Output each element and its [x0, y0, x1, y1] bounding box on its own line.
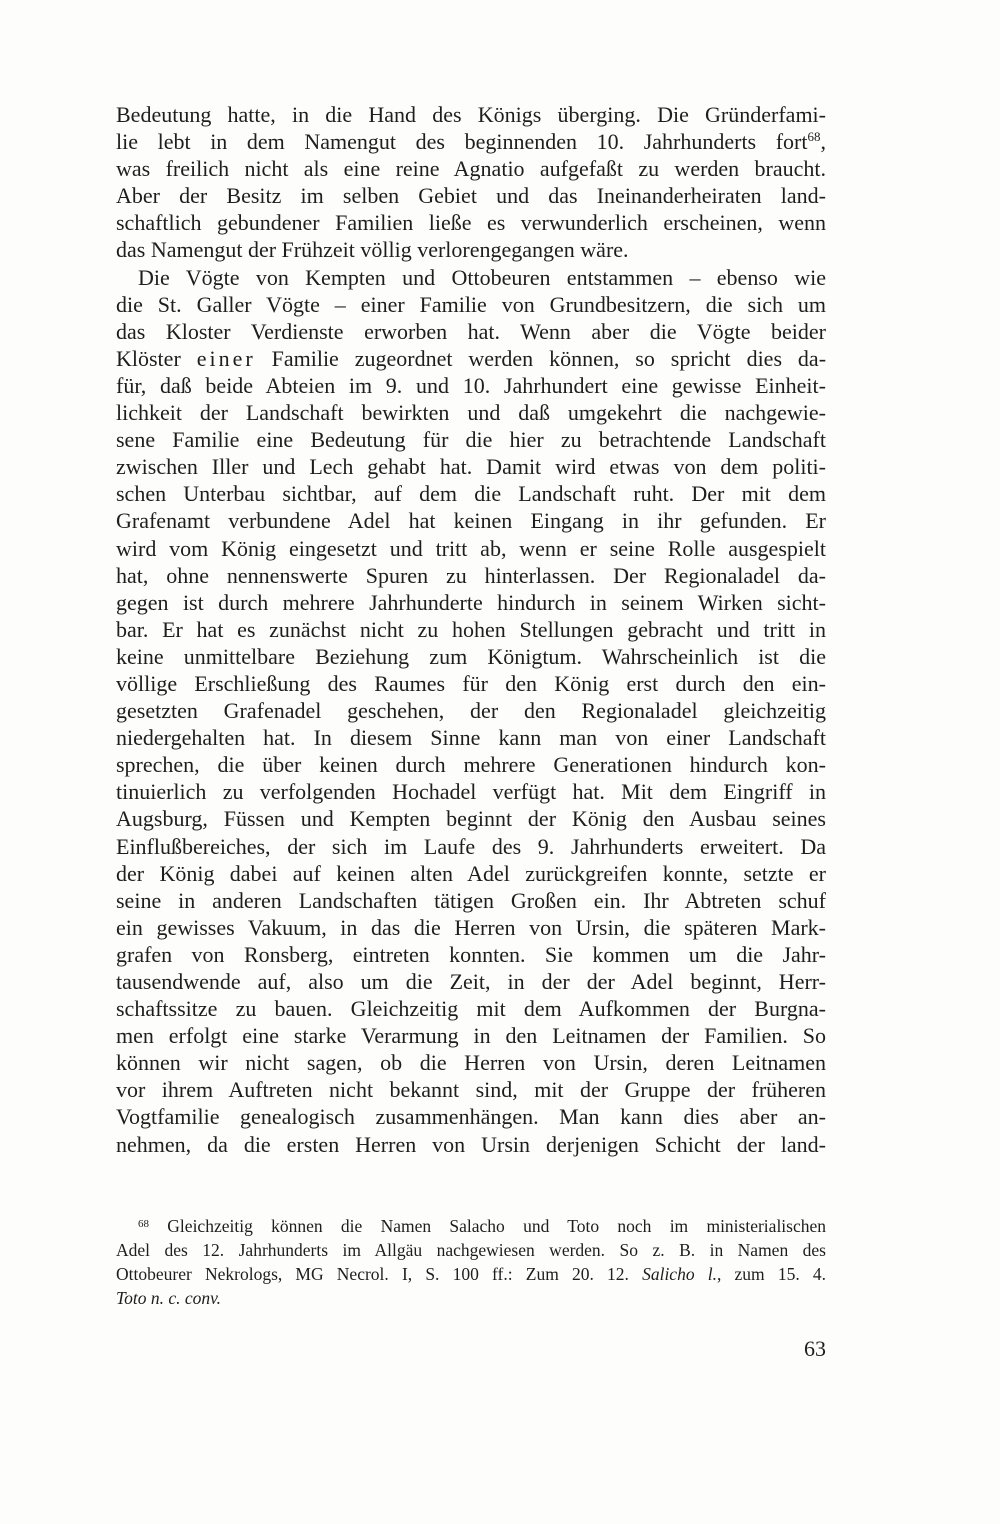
text-line: lie lebt in dem Namengut des beginnenden 10. Jahrhunderts fort$^{68}$, [116, 129, 826, 155]
page-number: 63 [804, 1336, 826, 1361]
italic-citation: Salicho l. [642, 1264, 717, 1284]
text-line [116, 1158, 826, 1185]
text-line: tausendwende auf, also um die Zeit, in der der Adel beginnt, Herr- [116, 969, 826, 994]
text-line: sene Familie eine Bedeutung für die hier zu betrachtende Landschaft [116, 427, 826, 453]
text-line: schen Unterbau sichtbar, auf dem die Landschaft ruht. Der mit dem [116, 481, 826, 507]
text-line: schaftlich gebundener Familien ließe es verwunderlich erscheinen, wenn [116, 210, 826, 236]
text-line: schaftssitze zu bauen. Gleichzeitig mit dem Aufkommen der Burgna- [116, 996, 826, 1022]
text-line: können wir nicht sagen, ob die Herren von Ursin, deren Leitnamen [116, 1050, 826, 1076]
text-line: keine unmittelbare Beziehung zum Königtum. Wahrscheinlich ist die [116, 643, 826, 669]
footnote-reference: 68 [807, 129, 821, 145]
text-line: Grafenamt verbundene Adel hat keinen Eingang in ihr gefunden. Er [116, 508, 826, 534]
text-line: grafen von Ronsberg, eintreten konnten. Sie kommen um die Jahr- [116, 941, 826, 967]
text-line: gegen ist durch mehrere Jahrhunderte hindurch in seinem Wirken sicht- [116, 589, 826, 615]
text-line: ein gewisses Vakuum, in das die Herren von Ursin, die späteren Mark- [116, 914, 826, 940]
text-line: niedergehalten hat. In diesem Sinne kann man von einer Landschaft [116, 725, 826, 751]
text-line: sprechen, die über keinen durch mehrere Generationen hindurch kon- [116, 752, 826, 778]
footnote-marker: 68 [138, 1218, 149, 1230]
text-line: Vogtfamilie genealogisch zusammenhängen. Man kann dies aber an- [116, 1104, 826, 1130]
text-line: wird vom König eingesetzt und tritt ab, wenn er seine Rolle ausgespielt [116, 535, 826, 561]
text-line: Augsburg, Füssen und Kempten beginnt der König den Ausbau seines [116, 806, 826, 832]
text-line: Bedeutung hatte, in die Hand des Königs überging. Die Gründerfami- [116, 102, 826, 127]
italic-citation: Toto n. c. conv. [116, 1288, 221, 1308]
text-line: Die Vögte von Kempten und Ottobeuren entstammen – ebenso wie [138, 264, 826, 290]
text-line: tinuierlich zu verfolgenden Hochadel verfügt hat. Mit dem Eingriff in [116, 779, 826, 805]
text-line: zwischen Iller und Lech gehabt hat. Damit wird etwas von dem politi- [116, 454, 826, 480]
emphasized-word: einer [196, 345, 256, 371]
text-line: bar. Er hat es zunächst nicht zu hohen Stellungen gebracht und tritt in [116, 616, 826, 642]
text-line: der König dabei auf keinen alten Adel zurückgreifen konnte, setzte er [116, 860, 826, 886]
footnote [116, 1214, 826, 1310]
footnote-line [116, 1286, 826, 1310]
text-line: das Namengut der Frühzeit völlig verlorengegangen wäre. [116, 237, 629, 263]
text-line: was freilich nicht als eine reine Agnatio aufgefaßt zu werden braucht. [116, 156, 826, 182]
text-line: Klöster einer Familie zugeordnet werden können, so spricht dies da- [116, 345, 827, 371]
text-line: die St. Galler Vögte – einer Familie von Grundbesitzern, die sich um [116, 291, 826, 317]
footnote-line: Adel des 12. Jahrhunderts im Allgäu nachgewiesen werden. So z. B. in Namen des [116, 1240, 826, 1260]
text-line: für, daß beide Abteien im 9. und 10. Jahrhundert eine gewisse Einheit- [116, 372, 826, 398]
body-text [116, 101, 826, 1212]
text-line: lichkeit der Landschaft bewirkten und daß umgekehrt die nachgewie- [116, 400, 826, 426]
text-line [116, 1185, 826, 1212]
text-line: men erfolgt eine starke Verarmung in den Leitnamen der Familien. So [116, 1023, 826, 1049]
footnote-line: $^{68}$ Gleichzeitig können die Namen Salacho und Toto noch im ministerialischen [138, 1216, 827, 1236]
text-line: das Kloster Verdienste erworben hat. Wenn aber die Vögte beider [116, 318, 826, 344]
footnote-line: Ottobeurer Nekrologs, MG Necrol. I, S. 100 ff.: Zum 20. 12. Salicho l., zum 15. 4. [116, 1264, 826, 1284]
text-line: seine in anderen Landschaften tätigen Großen ein. Ihr Abtreten schuf [116, 887, 826, 913]
text-line: Aber der Besitz im selben Gebiet und das Ineinanderheiraten land- [116, 183, 826, 209]
text-line: gesetzten Grafenadel geschehen, der den Regionaladel gleichzeitig [116, 698, 826, 724]
text-line: hat, ohne nennenswerte Spuren zu hinterlassen. Der Regionaladel da- [116, 562, 826, 588]
text-line: vor ihrem Auftreten nicht bekannt sind, mit der Gruppe der früheren [116, 1077, 826, 1103]
text-line: völlige Erschließung des Raumes für den König erst durch den ein- [116, 670, 826, 696]
text-line: nehmen, da die ersten Herren von Ursin derjenigen Schicht der land- [116, 1131, 826, 1157]
text-line: Einflußbereiches, der sich im Laufe des 9. Jahrhunderts erweitert. Da [116, 833, 826, 859]
